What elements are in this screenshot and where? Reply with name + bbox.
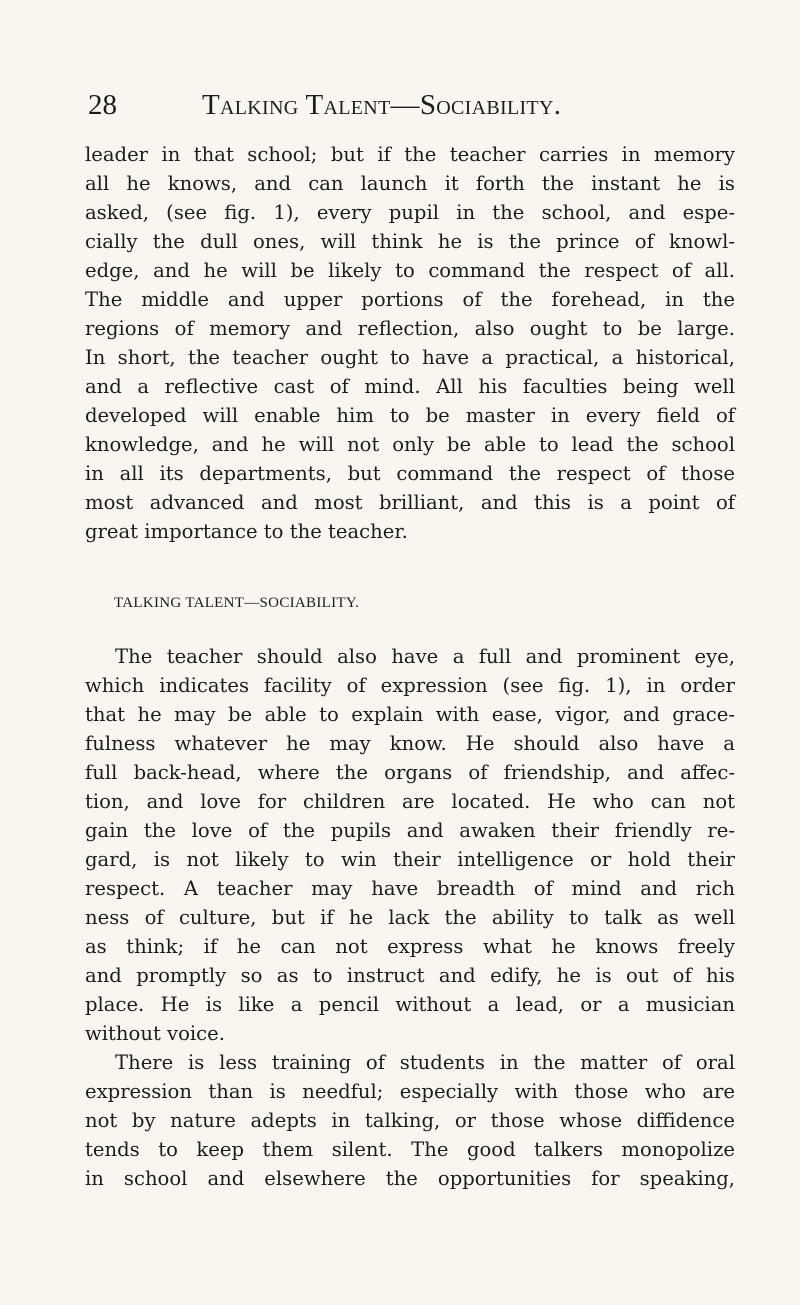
text-line: in school and elsewhere the opportunities for speaking,: [85, 1167, 735, 1190]
text-line: regions of memory and reflection, also ought to be large.: [85, 317, 735, 340]
text-line: full back-head, where the organs of friendship, and affec-: [85, 761, 735, 784]
text-line: gain the love of the pupils and awaken their friendly re-: [85, 819, 735, 842]
text-line: In short, the teacher ought to have a practical, a historical,: [85, 346, 735, 369]
paragraph-block-1: [85, 140, 735, 546]
text-line: developed will enable him to be master in every field of: [85, 404, 735, 427]
text-line: tion, and love for children are located. He who can not: [85, 790, 735, 813]
text-line: as think; if he can not express what he knows freely: [85, 935, 735, 958]
text-line: great importance to the teacher.: [85, 520, 408, 543]
text-line: expression than is needful; especially with those who are: [85, 1080, 735, 1103]
text-line: knowledge, and he will not only be able to lead the school: [85, 433, 735, 456]
text-line: asked, (see fig. 1), every pupil in the school, and espe-: [85, 201, 735, 224]
text-line: cially the dull ones, will think he is the prince of knowl-: [85, 230, 735, 253]
text-line: respect. A teacher may have breadth of mind and rich: [85, 877, 735, 900]
text-line: fulness whatever he may know. He should also have a: [85, 732, 735, 755]
text-line: gard, is not likely to win their intelligence or hold their: [85, 848, 735, 871]
text-line: most advanced and most brilliant, and this is a point of: [85, 491, 735, 514]
page-number: 28: [88, 89, 117, 121]
text-line: edge, and he will be likely to command the respect of all.: [85, 259, 735, 282]
text-line: and a reflective cast of mind. All his faculties being well: [85, 375, 735, 398]
page-header: [88, 86, 748, 124]
section-heading: TALKING TALENT—SOCIABILITY.: [114, 595, 360, 611]
running-head: Talking Talent—Sociability.: [202, 89, 562, 121]
text-line: There is less training of students in the matter of oral: [115, 1051, 735, 1074]
text-line: tends to keep them silent. The good talkers monopolize: [85, 1138, 735, 1161]
text-line: which indicates facility of expression (see fig. 1), in order: [85, 674, 735, 697]
text-line: and promptly so as to instruct and edify, he is out of his: [85, 964, 735, 987]
text-line: that he may be able to explain with ease, vigor, and grace-: [85, 703, 735, 726]
text-line: in all its departments, but command the respect of those: [85, 462, 735, 485]
text-line: The middle and upper portions of the forehead, in the: [85, 288, 735, 311]
text-line: without voice.: [85, 1022, 225, 1045]
paragraph-block-2: [85, 642, 735, 1193]
text-line: all he knows, and can launch it forth the instant he is: [85, 172, 735, 195]
text-line: The teacher should also have a full and prominent eye,: [115, 645, 735, 668]
text-line: ness of culture, but if he lack the ability to talk as well: [85, 906, 735, 929]
text-line: place. He is like a pencil without a lead, or a musician: [85, 993, 735, 1016]
text-line: leader in that school; but if the teacher carries in memory: [85, 143, 735, 166]
text-line: not by nature adepts in talking, or those whose diffidence: [85, 1109, 735, 1132]
